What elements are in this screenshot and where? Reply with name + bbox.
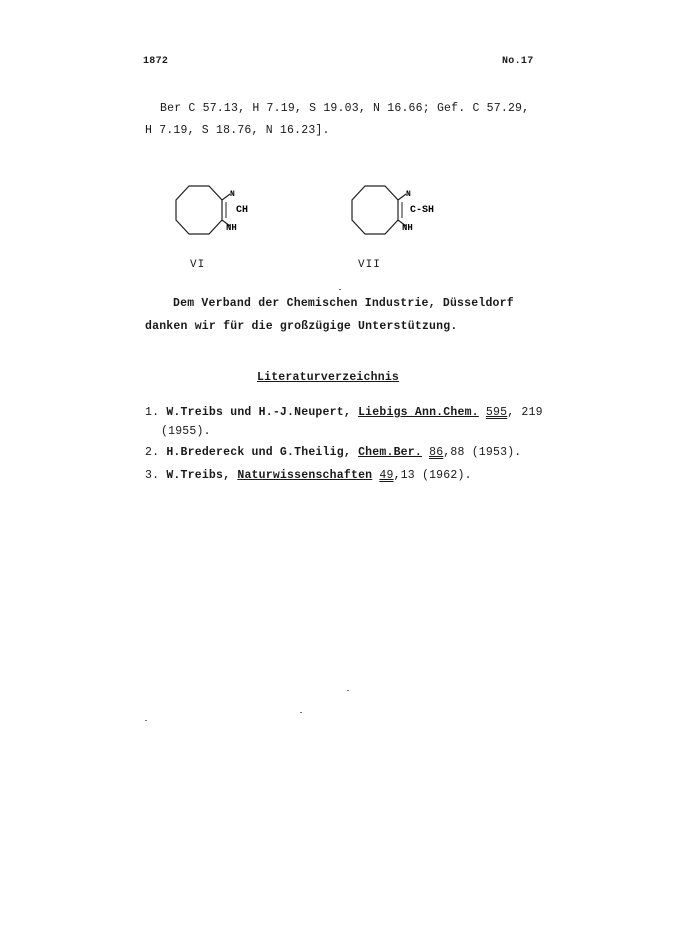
reference-pages: , 219 bbox=[507, 406, 543, 419]
acknowledgement-line-2: danken wir für die großzügige Unterstützung. bbox=[145, 320, 458, 333]
acknowledgement-line-1: Dem Verband der Chemischen Industrie, Düsseldorf bbox=[173, 297, 514, 310]
reference-volume: 86 bbox=[429, 446, 444, 459]
reference-item bbox=[145, 469, 472, 482]
label-vii: VII bbox=[358, 259, 381, 271]
scan-speck bbox=[300, 712, 302, 713]
label-vi: VI bbox=[190, 259, 206, 271]
journal-issue: No.17 bbox=[502, 56, 534, 67]
scan-speck bbox=[347, 690, 349, 691]
reference-pages: ,13 (1962). bbox=[393, 469, 472, 482]
structure-vi bbox=[170, 180, 280, 242]
scan-speck bbox=[145, 720, 147, 721]
vi-nh-label: NH bbox=[226, 223, 237, 233]
reference-journal: Chem.Ber. bbox=[358, 446, 422, 459]
reference-volume: 595 bbox=[485, 406, 508, 419]
vii-nh-label: NH bbox=[402, 223, 413, 233]
reference-number: 1. bbox=[145, 406, 160, 419]
reference-authors: W.Treibs und H.-J.Neupert, bbox=[166, 406, 351, 419]
vii-n-label: N bbox=[406, 190, 411, 199]
reference-number: 3. bbox=[145, 469, 160, 482]
vii-c-sh-label: C-SH bbox=[410, 205, 435, 216]
page-number: 1872 bbox=[143, 56, 169, 67]
reference-item bbox=[145, 446, 521, 459]
reference-authors: H.Bredereck und G.Theilig, bbox=[166, 446, 351, 459]
reference-number: 2. bbox=[145, 446, 160, 459]
reference-journal: Liebigs Ann.Chem. bbox=[358, 406, 479, 419]
analysis-line-2: H 7.19, S 18.76, N 16.23]. bbox=[145, 124, 330, 137]
reference-pages: ,88 (1953). bbox=[443, 446, 522, 459]
vi-n-label: N bbox=[230, 190, 235, 199]
reference-volume: 49 bbox=[379, 469, 394, 482]
reference-item bbox=[145, 406, 543, 419]
reference-item-continuation: (1955). bbox=[161, 425, 211, 438]
references-heading: Literaturverzeichnis bbox=[257, 371, 400, 384]
analysis-line-1: Ber C 57.13, H 7.19, S 19.03, N 16.66; Gef. C 57.29, bbox=[160, 102, 530, 115]
reference-journal: Naturwissenschaften bbox=[237, 469, 373, 482]
vi-ch-label: CH bbox=[236, 205, 249, 216]
reference-authors: W.Treibs, bbox=[166, 469, 231, 482]
structure-vii bbox=[346, 180, 476, 242]
scan-speck bbox=[339, 289, 341, 290]
